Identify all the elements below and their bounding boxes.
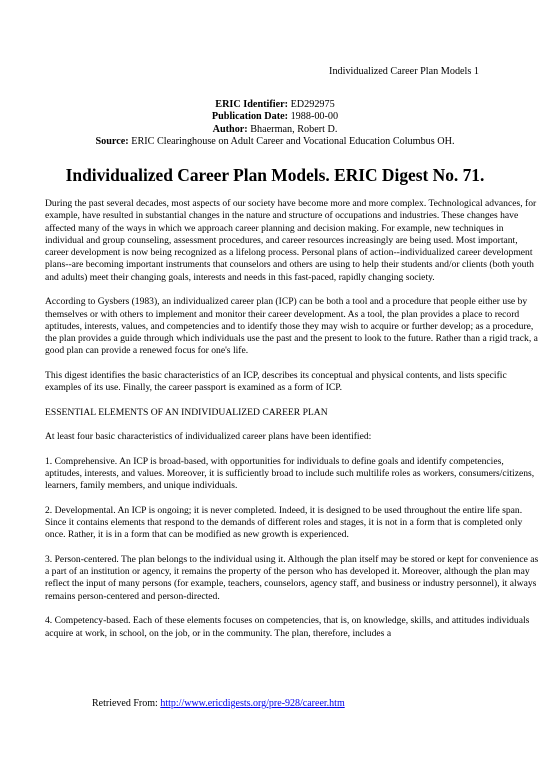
footer-label: Retrieved From:	[92, 698, 158, 709]
list-item-developmental: 2. Developmental. An ICP is ongoing; it is never completed. Indeed, it is designed to be used throughout the entire life span. Since it contains elements that respond to the demands of different roles and stages, it is not in a form that is completed only once. Rather, it is in a form that can be modified as new growth is experienced.	[45, 504, 523, 541]
document-body	[45, 198, 541, 640]
paragraph-gysbers: According to Gysbers (1983), an individualized career plan (ICP) can be both a tool and a procedure that people either use by themselves or with others to implement and monitor their career development. As a tool, the plan provides a place to record aptitudes, interests, values, and competencies and to identify those they may wish to acquire or further develop; as a procedure, the plan provides a guide through which individuals use the past and the present to look to the future. Rather than a rigid track, a good plan can provide a renewed focus for one's life.	[45, 296, 538, 357]
publication-date-label: Publication Date:	[211, 111, 289, 123]
document-title: Individualized Career Plan Models. ERIC Digest No. 71.	[65, 165, 485, 185]
source-value: ERIC Clearinghouse on Adult Career and Vocational Education Columbus OH.	[131, 136, 455, 148]
metadata-block	[0, 99, 550, 149]
publication-date-line	[0, 111, 550, 123]
footer	[92, 698, 345, 710]
source-line	[0, 136, 550, 148]
publication-date-value: 1988-00-00	[290, 111, 339, 123]
running-head: Individualized Career Plan Models 1	[329, 66, 479, 77]
section-heading-essential-elements: ESSENTIAL ELEMENTS OF AN INDIVIDUALIZED CAREER PLAN	[45, 406, 328, 418]
paragraph-digest-overview: This digest identifies the basic characteristics of an ICP, describes its conceptual and physical contents, and lists specific examples of its use. Finally, the career passport is examined as a form of ICP.	[45, 369, 507, 394]
eric-identifier-value: ED292975	[290, 99, 335, 110]
source-label: Source:	[95, 136, 129, 148]
list-item-competency-based: 4. Competency-based. Each of these elements focuses on competencies, that is, on knowledge, skills, and attitudes individuals acquire at work, in school, on the job, or in the community. The plan, therefore, includes a	[45, 615, 530, 639]
author-label: Author:	[212, 123, 248, 135]
author-line	[0, 124, 550, 136]
list-item-person-centered: 3. Person-centered. The plan belongs to the individual using it. Although the plan itself may be stored or kept for convenience as a part of an institution or agency, it remains the property of the person who has developed it. Moreover, although the plan may reflect the input of many persons (for example, teachers, counselors, agency staff, and business or industry personnel), it always remains person-centered and person-directed.	[45, 553, 539, 602]
eric-identifier-label: ERIC Identifier:	[215, 99, 289, 110]
source-url-link[interactable]: http://www.ericdigests.org/pre-928/career.htm	[160, 698, 345, 709]
list-item-comprehensive: 1. Comprehensive. An ICP is broad-based, with opportunities for individuals to define goals and identify competencies, aptitudes, interests, and values. Moreover, it is sufficiently broad to include such multilife roles as workers, consumers/citizens, learners, family members, and unique individuals.	[45, 455, 535, 492]
eric-identifier-line	[0, 99, 550, 111]
paragraph-intro: During the past several decades, most aspects of our society have become more and more complex. Technological advances, for example, have resulted in substantial changes in the nature and structure of occupations and industries. These changes have affected many of the ways in which we approach career planning and decision making. For example, new techniques in individual and group counseling, assessment procedures, and career resources increasingly are being used. Most important, career development is now being recognized as a lifelong process. Personal plans of action--individualized career development plans--are becoming important instruments that counselors and others are using to help their students and/or clients (both youth and adults) meet their changing goals, interests and needs in this fast-paced, rapidly changing society.	[45, 198, 537, 283]
author-value: Bhaerman, Robert D.	[250, 123, 338, 135]
paragraph-characteristics-intro: At least four basic characteristics of individualized career plans have been identified:	[45, 431, 372, 443]
